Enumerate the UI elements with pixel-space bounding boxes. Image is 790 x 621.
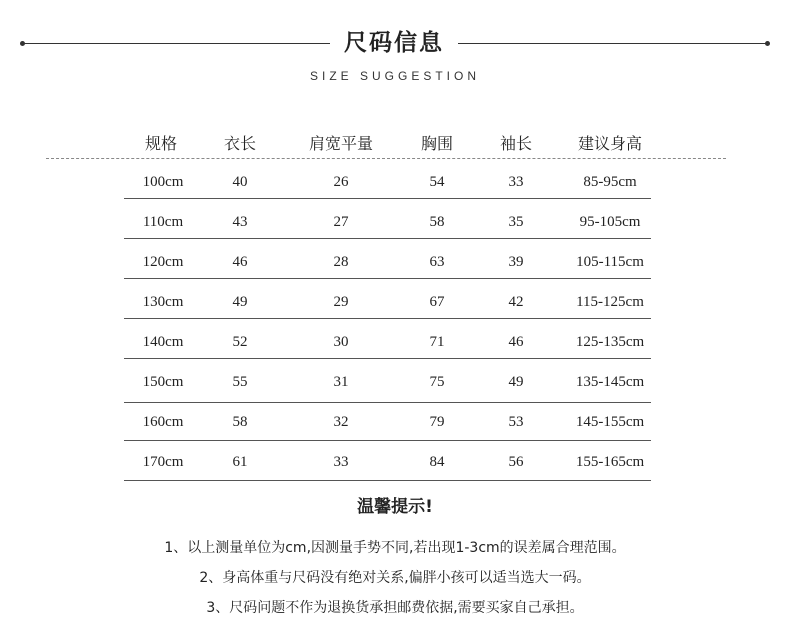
title-row (0, 26, 790, 60)
cell-shoulder: 33 (333, 454, 349, 470)
cell-shoulder: 28 (333, 254, 349, 270)
header-sleeve: 袖长 (499, 134, 532, 153)
cell-length: 49 (232, 294, 248, 310)
cell-size: 110cm (142, 214, 184, 230)
cell-sleeve: 53 (508, 414, 524, 430)
cell-sleeve: 33 (508, 174, 524, 190)
cell-chest: 75 (429, 374, 445, 390)
table-row (0, 242, 790, 282)
title-divider-left (24, 43, 330, 44)
row-divider (124, 198, 651, 199)
cell-size: 140cm (142, 334, 184, 350)
tip-item: 1、以上测量单位为cm,因测量手势不同,若出现1-3cm的误差属合理范围。 (164, 540, 626, 556)
table-row (0, 202, 790, 242)
cell-shoulder: 26 (333, 174, 349, 190)
cell-shoulder: 31 (333, 374, 349, 390)
tips-title: 温馨提示! (357, 497, 433, 517)
header-shoulder: 肩宽平量 (308, 134, 373, 153)
tip-item: 2、身高体重与尺码没有绝对关系,偏胖小孩可以适当选大一码。 (199, 570, 591, 586)
row-divider (124, 440, 651, 441)
cell-size: 100cm (142, 174, 184, 190)
cell-shoulder: 32 (333, 414, 349, 430)
cell-shoulder: 27 (333, 214, 349, 230)
row-divider (124, 278, 651, 279)
cell-size: 160cm (142, 414, 184, 430)
cell-height: 125-135cm (575, 334, 645, 350)
cell-chest: 63 (429, 254, 445, 270)
table-row (0, 162, 790, 202)
table-row (0, 362, 790, 402)
cell-shoulder: 29 (333, 294, 349, 310)
row-divider (124, 238, 651, 239)
cell-size: 130cm (142, 294, 184, 310)
cell-height: 135-145cm (575, 374, 645, 390)
cell-chest: 71 (429, 334, 445, 350)
cell-length: 61 (232, 454, 248, 470)
title-divider-right (458, 43, 766, 44)
cell-length: 58 (232, 414, 248, 430)
table-row (0, 442, 790, 482)
cell-height: 155-165cm (575, 454, 645, 470)
cell-length: 43 (232, 214, 248, 230)
cell-chest: 58 (429, 214, 445, 230)
cell-sleeve: 56 (508, 454, 524, 470)
cell-chest: 54 (429, 174, 445, 190)
title-dot-right (765, 41, 770, 46)
cell-height: 105-115cm (576, 254, 644, 270)
header-height: 建议身高 (577, 134, 642, 153)
header-size: 规格 (144, 134, 177, 153)
cell-sleeve: 39 (508, 254, 524, 270)
cell-sleeve: 46 (508, 334, 524, 350)
page-title: 尺码信息 (344, 30, 444, 56)
cell-sleeve: 35 (508, 214, 524, 230)
cell-sleeve: 49 (508, 374, 524, 390)
cell-chest: 67 (429, 294, 445, 310)
table-row (0, 322, 790, 362)
cell-length: 52 (232, 334, 248, 350)
page-subtitle: SIZE SUGGESTION (309, 69, 480, 83)
header-chest: 胸围 (420, 134, 453, 153)
header-divider (46, 158, 726, 159)
cell-height: 145-155cm (575, 414, 645, 430)
cell-length: 55 (232, 374, 248, 390)
size-table-header (0, 131, 790, 157)
table-row (0, 282, 790, 322)
header-length: 衣长 (223, 134, 256, 153)
table-row (0, 402, 790, 442)
cell-size: 150cm (142, 374, 184, 390)
cell-length: 40 (232, 174, 248, 190)
row-divider (124, 318, 651, 319)
cell-chest: 84 (429, 454, 445, 470)
tip-item: 3、尺码问题不作为退换货承担邮费依据,需要买家自己承担。 (206, 600, 584, 616)
cell-size: 120cm (142, 254, 184, 270)
cell-height: 115-125cm (576, 294, 644, 310)
cell-height: 95-105cm (579, 214, 641, 230)
cell-length: 46 (232, 254, 248, 270)
cell-sleeve: 42 (508, 294, 524, 310)
cell-size: 170cm (142, 454, 184, 470)
cell-shoulder: 30 (333, 334, 349, 350)
row-divider (124, 480, 651, 481)
cell-height: 85-95cm (583, 174, 637, 190)
row-divider (124, 358, 651, 359)
cell-chest: 79 (429, 414, 445, 430)
